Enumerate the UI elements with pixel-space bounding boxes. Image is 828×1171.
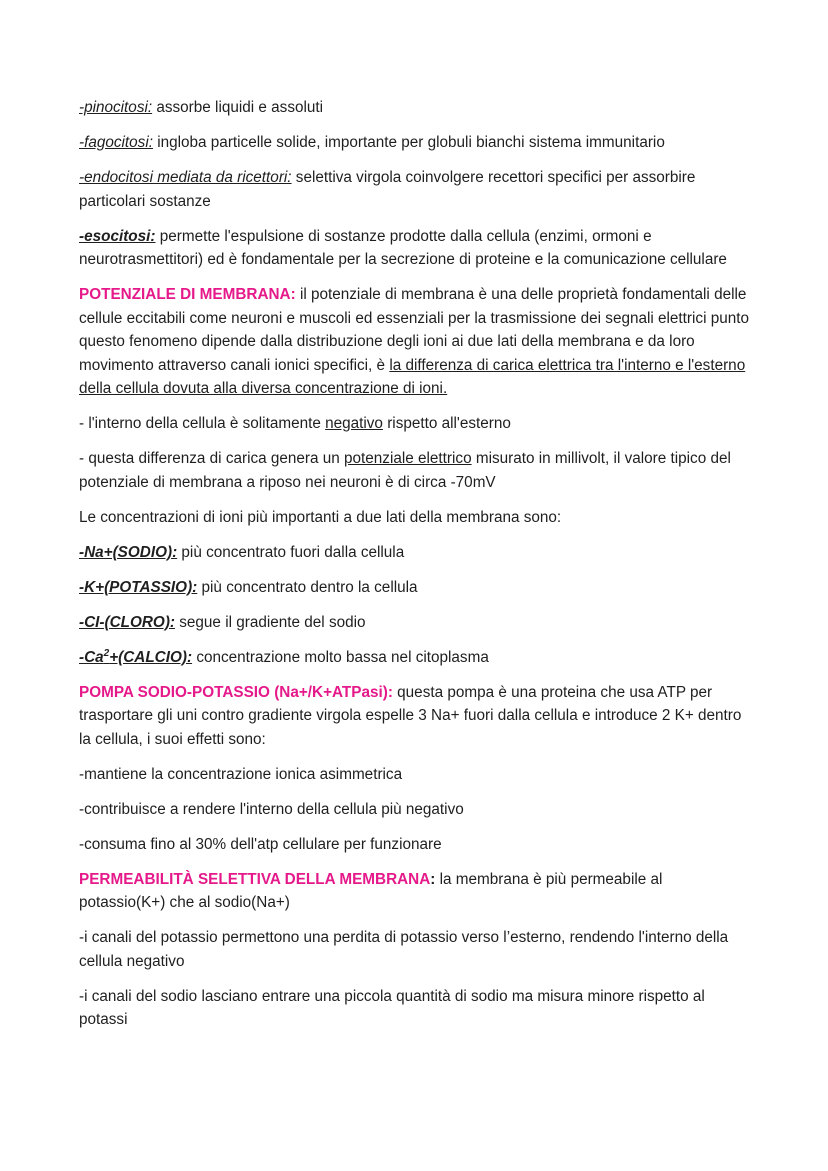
paragraph-fagocitosi — [79, 131, 751, 155]
heading-permeabilita: PERMEABILITÀ SELETTIVA DELLA MEMBRANA — [79, 870, 431, 888]
text-endocitosi: selettiva virgola coinvolgere recettori specifici per assorbire particolari sostanze — [79, 169, 696, 210]
document-page — [79, 96, 751, 1043]
underlined-negativo: negativo — [325, 415, 383, 432]
heading-permeabilita-colon: : — [430, 870, 436, 888]
underlined-definition: la differenza di carica elettrica tra l'interno e l'esterno della cellula dovuta alla diversa concentrazione di ioni. — [79, 356, 746, 397]
term-calcio — [79, 649, 192, 666]
ion-potassio — [79, 576, 751, 600]
text-cloro: segue il gradiente del sodio — [175, 613, 366, 631]
text-potassio: più concentrato dentro la cellula — [197, 578, 418, 596]
term-fagocitosi: -fagocitosi: — [79, 134, 153, 151]
paragraph-pinocitosi — [79, 96, 751, 120]
ion-cloro — [79, 611, 751, 635]
paragraph-concentrazioni: Le concentrazioni di ioni più importanti a due lati della membrana sono: — [79, 508, 562, 526]
heading-pompa: POMPA SODIO-POTASSIO (Na+/K+ATPasi): — [79, 683, 393, 701]
channel-item: -i canali del sodio lasciano entrare una piccola quantità di sodio ma misura minore rispetto al potassi — [79, 987, 705, 1028]
term-calcio-superscript: 2 — [103, 647, 110, 659]
term-calcio-symbol: -Ca — [79, 648, 104, 666]
paragraph-esocitosi — [79, 225, 751, 272]
heading-potenziale-membrana: POTENZIALE DI MEMBRANA: — [79, 286, 296, 303]
paragraph-interno-negativo — [79, 412, 751, 436]
paragraph-potenziale-membrana — [79, 283, 751, 401]
term-potassio: -K+(POTASSIO): — [79, 578, 198, 596]
text-pinocitosi: assorbe liquidi e assoluti — [152, 99, 324, 116]
term-calcio-name: +(CALCIO): — [109, 648, 193, 666]
term-endocitosi: -endocitosi mediata da ricettori: — [79, 169, 292, 186]
term-esocitosi: -esocitosi: — [79, 227, 156, 245]
effect-item: -contribuisce a rendere l'interno della cellula più negativo — [79, 800, 464, 818]
effect-item: -mantiene la concentrazione ionica asimmetrica — [79, 765, 403, 783]
paragraph-permeabilita — [79, 868, 751, 915]
text-interno-before: - l'interno della cellula è solitamente — [79, 415, 326, 432]
text-differenza-before: - questa differenza di carica genera un — [79, 450, 345, 467]
text-esocitosi: permette l'espulsione di sostanze prodotte dalla cellula (enzimi, ormoni e neurotrasmettitori) ed è fondamentale per la secrezione di proteine e la comunicazione cellulare — [79, 227, 727, 268]
text-permeabilita: la membrana è più permeabile al potassio(K+) che al sodio(Na+) — [79, 870, 663, 911]
paragraph-pompa — [79, 681, 751, 752]
text-differenza-after: misurato in millivolt, il valore tipico del potenziale di membrana a riposo nei neuroni è di circa -70mV — [79, 450, 731, 491]
text-calcio: concentrazione molto bassa nel citoplasma — [192, 648, 489, 666]
channel-item: -i canali del potassio permettono una perdita di potassio verso l’esterno, rendendo l'interno della cellula negativo — [79, 929, 729, 970]
term-sodio: -Na+(SODIO): — [79, 543, 178, 561]
term-cloro: -CI-(CLORO): — [79, 613, 176, 631]
ion-calcio — [79, 646, 751, 670]
text-potenziale-membrana: il potenziale di membrana è una delle proprietà fondamentali delle cellule eccitabili come neuroni e muscoli ed essenziali per la trasmissione dei segnali elettrici punto questo fenomeno dipende dalla distribuzione degli ioni ai due lati della membrana e da loro movimento attraverso canali ionici specifici, è — [79, 286, 750, 374]
ion-sodio — [79, 541, 751, 565]
text-pompa: questa pompa è una proteina che usa ATP per trasportare gli uni contro gradiente virgola espelle 3 Na+ fuori dalla cellula e introduce 2 K+ dentro la cellula, i suoi effetti sono: — [79, 683, 742, 748]
paragraph-endocitosi — [79, 166, 751, 213]
term-pinocitosi: -pinocitosi: — [79, 99, 153, 116]
text-fagocitosi: ingloba particelle solide, importante per globuli bianchi sistema immunitario — [152, 134, 665, 151]
text-sodio: più concentrato fuori dalla cellula — [177, 543, 405, 561]
text-interno-after: rispetto all'esterno — [382, 415, 511, 432]
paragraph-differenza-carica — [79, 447, 751, 494]
underlined-potenziale-elettrico: potenziale elettrico — [344, 450, 472, 467]
effect-item: -consuma fino al 30% dell'atp cellulare per funzionare — [79, 835, 442, 853]
